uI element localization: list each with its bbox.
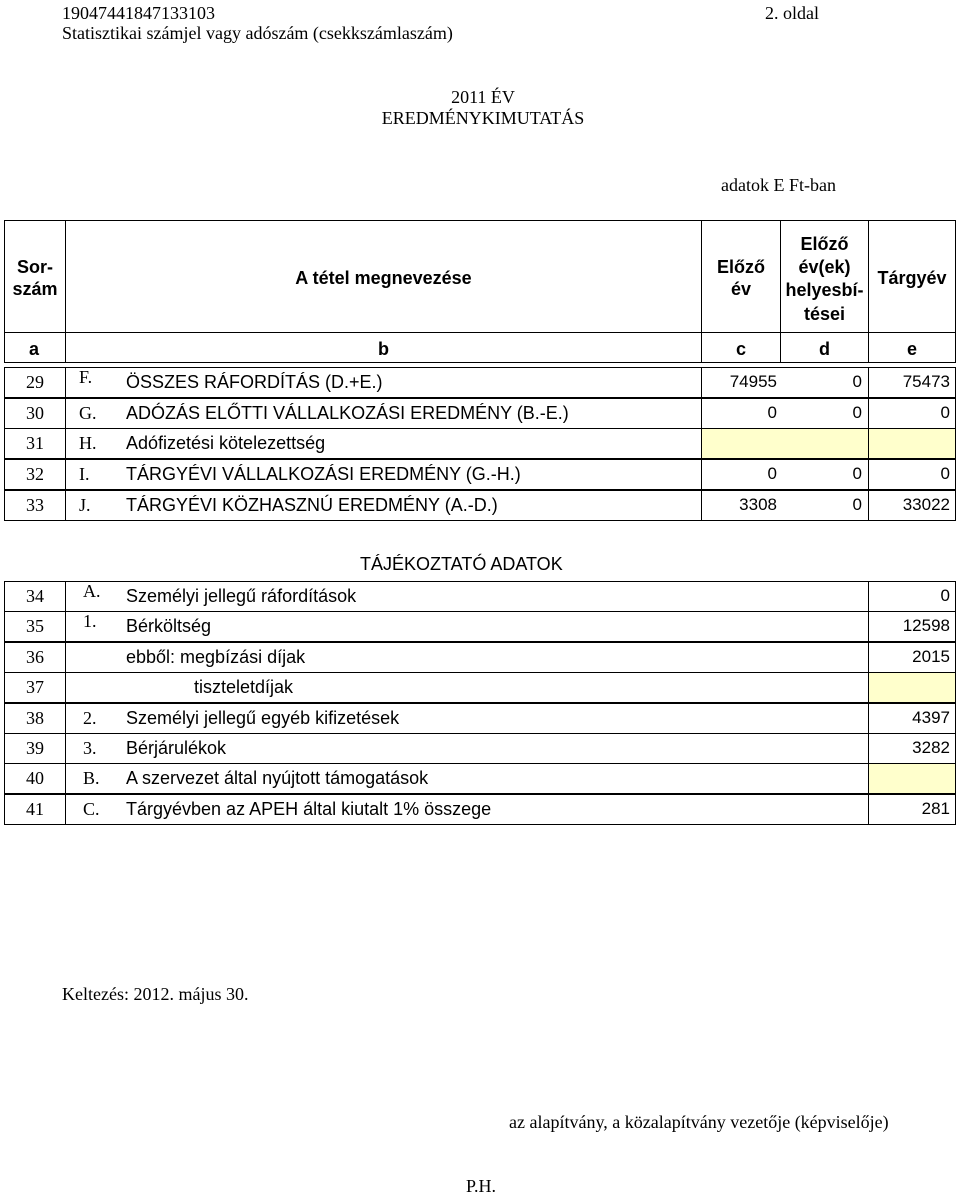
row-label: Bérjárulékok (126, 738, 227, 758)
row-label: Személyi jellegű egyéb kifizetések (126, 708, 400, 728)
letter-c: c (735, 339, 746, 359)
row-code: G. (79, 403, 97, 423)
value-d: 0 (852, 495, 862, 514)
row-number: 38 (26, 708, 44, 728)
row-code: J. (79, 495, 91, 515)
info-row (4, 581, 956, 612)
info-row (4, 733, 956, 764)
row-number: 41 (26, 799, 44, 819)
row-number: 30 (26, 403, 44, 423)
value-e: 12598 (902, 616, 950, 635)
header-col-c: Előző év (701, 220, 781, 333)
row-label: A szervezet által nyújtott támogatások (126, 768, 429, 788)
table-row (4, 367, 956, 398)
value-e: 281 (921, 799, 950, 818)
info-row (4, 703, 956, 734)
row-label: TÁRGYÉVI KÖZHASZNÚ EREDMÉNY (A.-D.) (126, 495, 498, 515)
value-c: 0 (767, 403, 777, 422)
value-c: 74955 (729, 372, 777, 391)
letter-b: b (378, 339, 389, 359)
table-header (4, 220, 956, 368)
header-col-d: Előző év(ek) helyesbí- tései (780, 220, 869, 333)
row-label: tiszteletdíjak (194, 677, 294, 697)
table-row (4, 428, 956, 459)
row-code: 3. (83, 738, 97, 758)
value-e: 0 (940, 403, 950, 422)
row-label: Bérköltség (126, 616, 212, 636)
id-number: 19047441847133103 (62, 3, 215, 23)
letter-a: a (29, 339, 40, 359)
value-e: 0 (940, 586, 950, 605)
row-code: H. (79, 433, 97, 453)
row-label: TÁRGYÉVI VÁLLALKOZÁSI EREDMÉNY (G.-H.) (126, 464, 521, 484)
row-label: Személyi jellegű ráfordítások (126, 586, 357, 606)
date-line: Keltezés: 2012. május 30. (62, 984, 249, 1004)
row-label: ÖSSZES RÁFORDÍTÁS (D.+E.) (126, 372, 383, 392)
row-code: F. (79, 367, 93, 387)
info-row (4, 642, 956, 673)
row-code: I. (79, 464, 90, 484)
row-number: 29 (26, 372, 44, 392)
row-number: 33 (26, 495, 44, 515)
row-label: ADÓZÁS ELŐTTI VÁLLALKOZÁSI EREDMÉNY (B.-E.) (126, 403, 569, 423)
stamp-label: P.H. (466, 1176, 497, 1196)
row-label: Adófizetési kötelezettség (126, 433, 326, 453)
row-number: 37 (26, 677, 44, 697)
report-title: EREDMÉNYKIMUTATÁS (381, 108, 585, 128)
row-code: 1. (83, 611, 97, 631)
row-code: A. (83, 581, 101, 601)
value-d: 0 (852, 403, 862, 422)
row-number: 36 (26, 647, 44, 667)
row-code: C. (83, 799, 100, 819)
value-d: 0 (852, 464, 862, 483)
row-number: 34 (26, 586, 44, 606)
info-row (4, 763, 956, 794)
value-e: 33022 (902, 495, 950, 514)
table-row (4, 398, 956, 429)
value-c: 0 (767, 464, 777, 483)
header-col-a: Sor- szám (4, 220, 66, 333)
row-number: 31 (26, 433, 44, 453)
value-e: 3282 (912, 738, 950, 757)
info-row (4, 672, 956, 703)
info-title: TÁJÉKOZTATÓ ADATOK (360, 554, 563, 574)
table-row (4, 459, 956, 490)
header-col-e: Tárgyév (868, 220, 956, 333)
row-number: 40 (26, 768, 44, 788)
value-e: 2015 (912, 647, 950, 666)
value-e: 4397 (912, 708, 950, 727)
row-number: 39 (26, 738, 44, 758)
signature-label: az alapítvány, a közalapítvány vezetője (képviselője) (509, 1112, 889, 1132)
row-code: B. (83, 768, 100, 788)
row-label: Tárgyévben az APEH által kiutalt 1% összege (126, 799, 492, 819)
value-c: 3308 (739, 495, 777, 514)
row-code: 2. (83, 708, 97, 728)
page-number: 2. oldal (765, 3, 819, 23)
info-row (4, 794, 956, 825)
table-row (4, 490, 956, 521)
report-year: 2011 ÉV (451, 87, 515, 107)
row-label: ebből: megbízási díjak (126, 647, 306, 667)
row-number: 35 (26, 616, 44, 636)
info-row (4, 611, 956, 642)
units-note: adatok E Ft-ban (721, 175, 836, 195)
letter-e: e (906, 339, 917, 359)
value-e: 75473 (902, 372, 950, 391)
value-d: 0 (852, 372, 862, 391)
row-number: 32 (26, 464, 44, 484)
value-e: 0 (940, 464, 950, 483)
letter-d: d (819, 339, 830, 359)
header-col-b: A tétel megnevezése (65, 220, 702, 333)
id-label: Statisztikai számjel vagy adószám (csekkszámlaszám) (62, 23, 453, 43)
